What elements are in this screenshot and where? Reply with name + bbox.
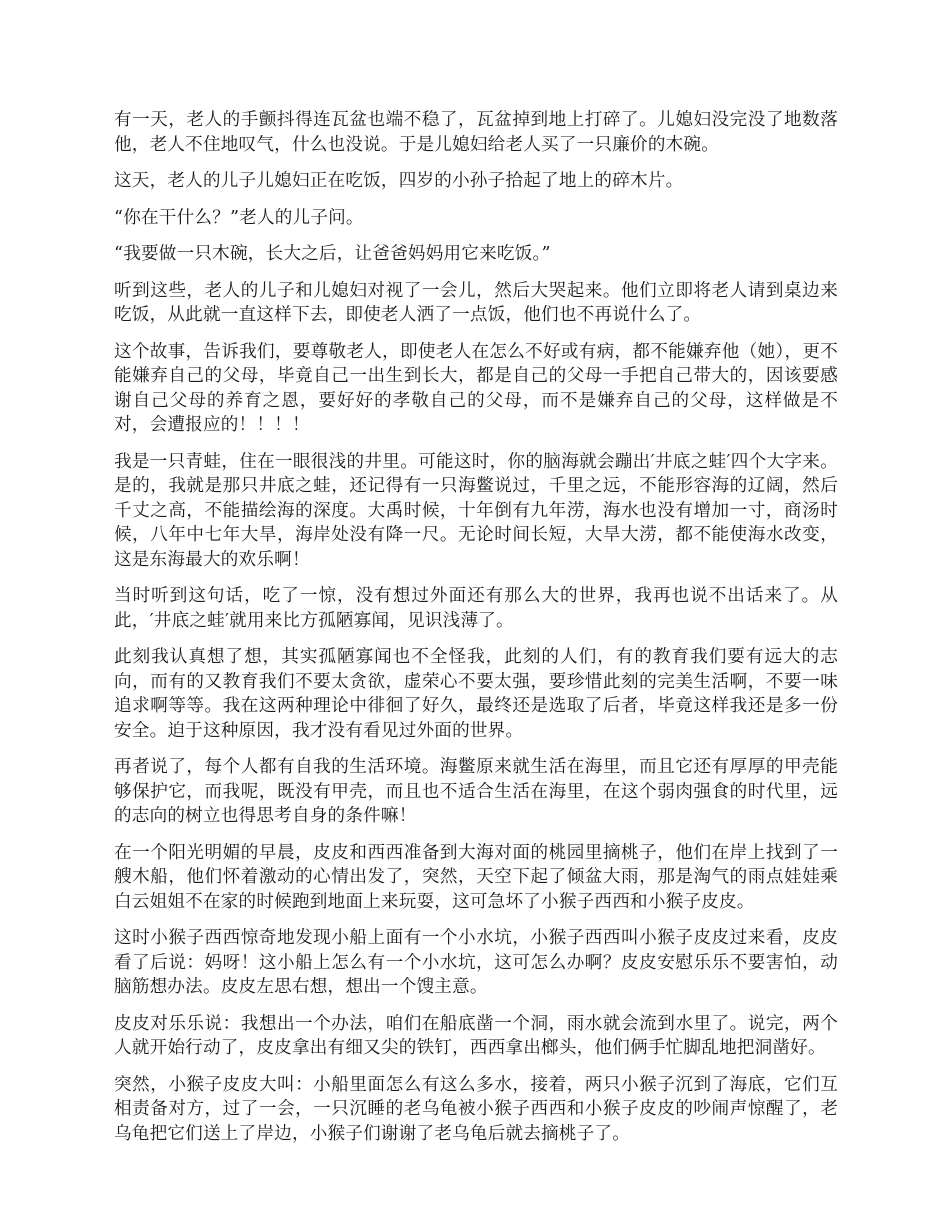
document-body: [114, 108, 838, 1158]
paragraph: 这时小猴子西西惊奇地发现小船上面有一个小水坑，小猴子西西叫小猴子皮皮过来看，皮皮看了后说：妈呀！这小船上怎么有一个小水坑，这可怎么办啊？皮皮安慰乐乐不要害怕，动脑筋想办法。皮皮左思右想，想出一个馊主意。: [114, 928, 838, 997]
paragraph: 我是一只青蛙，住在一眼很浅的井里。可能这时，你的脑海就会蹦出′井底之蛙′四个大字来。是的，我就是那只井底之蛙，还记得有一只海鳖说过，千里之远，不能形容海的辽阔，然后千丈之高，不能描绘海的深度。大禹时候，十年倒有九年涝，海水也没有增加一寸，商汤时候，八年中七年大旱，海岸处没有降一尺。无论时间长短，大旱大涝，都不能使海水改变，这是东海最大的欢乐啊！: [114, 451, 838, 570]
paragraph: “我要做一只木碗，长大之后，让爸爸妈妈用它来吃饭。”: [114, 244, 551, 264]
paragraph: 听到这些，老人的儿子和儿媳妇对视了一会儿，然后大哭起来。他们立即将老人请到桌边来吃饭，从此就一直这样下去，即使老人洒了一点饭，他们也不再说什么了。: [114, 280, 838, 325]
paragraph: 再者说了，每个人都有自我的生活环境。海鳖原来就生活在海里，而且它还有厚厚的甲壳能够保护它，而我呢，既没有甲壳，而且也不适合生活在海里，在这个弱肉强食的时代里，远的志向的树立也得思考自身的条件嘛！: [114, 757, 838, 826]
paragraph: 这个故事，告诉我们，要尊敬老人，即使老人在怎么不好或有病，都不能嫌弃他（她），更不能嫌弃自己的父母，毕竟自己一出生到长大，都是自己的父母一手把自己带大的，因该要感谢自己父母的养育之恩，要好好的孝敬自己的父母，而不是嫌弃自己的父母，这样做是不对，会遭报应的！！！！: [114, 341, 838, 435]
paragraph: 有一天，老人的手颤抖得连瓦盆也端不稳了，瓦盆掉到地上打碎了。儿媳妇没完没了地数落他，老人不住地叹气，什么也没说。于是儿媳妇给老人买了一只廉价的木碗。: [114, 110, 838, 155]
paragraph: 在一个阳光明媚的早晨，皮皮和西西准备到大海对面的桃园里摘桃子，他们在岸上找到了一艘木船，他们怀着激动的心情出发了，突然，天空下起了倾盆大雨，那是淘气的雨点娃娃乘白云姐姐不在家的时候跑到地面上来玩耍，这可急坏了小猴子西西和小猴子皮皮。: [114, 842, 838, 912]
paragraph: “你在干什么？”老人的儿子问。: [114, 207, 364, 228]
paragraph: 这天，老人的儿子儿媳妇正在吃饭，四岁的小孙子拾起了地上的碎木片。: [114, 171, 684, 191]
paragraph: 皮皮对乐乐说：我想出一个办法，咱们在船底凿一个洞，雨水就会流到水里了。说完，两个人就开始行动了，皮皮拿出有细又尖的铁钉，西西拿出榔头，他们俩手忙脚乱地把洞凿好。: [114, 1013, 838, 1058]
paragraph: 突然，小猴子皮皮大叫：小船里面怎么有这么多水，接着，两只小猴子沉到了海底，它们互相责备对方，过了一会，一只沉睡的老乌龟被小猴子西西和小猴子皮皮的吵闹声惊醒了，老乌龟把它们送上了岸边，小猴子们谢谢了老乌龟后就去摘桃子了。: [114, 1074, 838, 1144]
paragraph: 此刻我认真想了想，其实孤陋寡闻也不全怪我，此刻的人们，有的教育我们要有远大的志向，而有的又教育我们不要太贪欲，虚荣心不要太强，要珍惜此刻的完美生活啊，不要一味追求啊等等。我在这两种理论中徘徊了好久，最终还是选取了后者，毕竟这样我还是多一份安全。迫于这种原因，我才没有看见过外面的世界。: [114, 647, 838, 741]
paragraph: 当时听到这句话，吃了一惊，没有想过外面还有那么大的世界，我再也说不出话来了。从此，′井底之蛙′就用来比方孤陋寡闻，见识浅薄了。: [114, 586, 838, 631]
